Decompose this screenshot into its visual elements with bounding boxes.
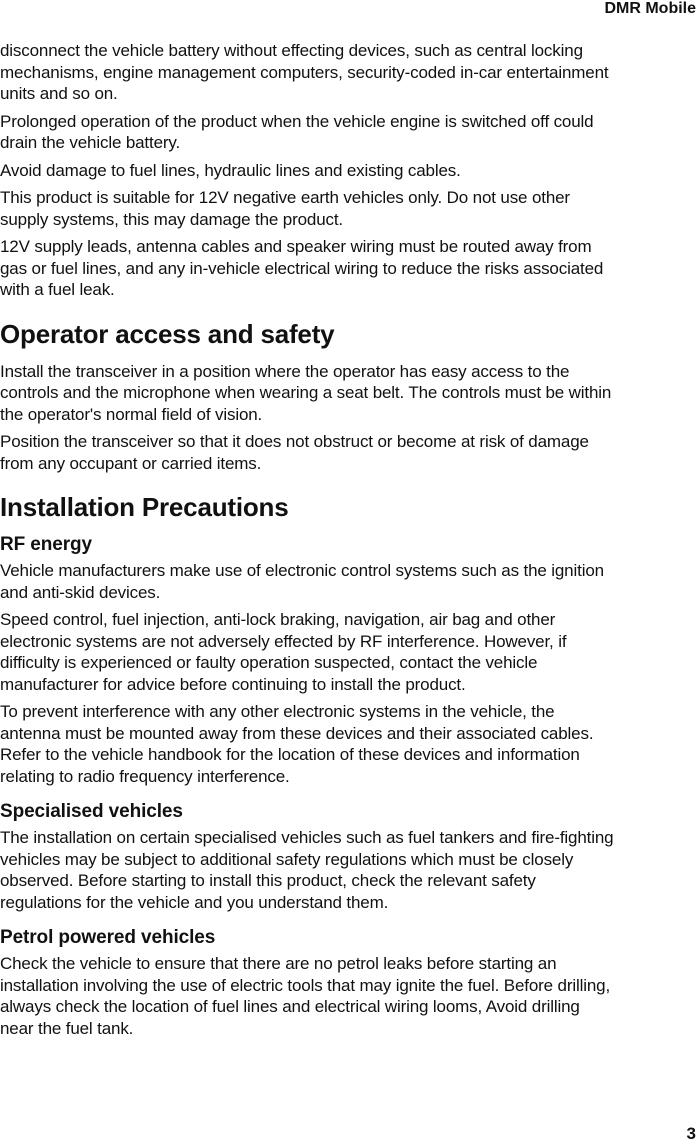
document-body: [0, 40, 696, 1045]
text-line: regulations for the vehicle and you understand them.: [0, 892, 389, 912]
text-line: installation involving the use of electric tools that may ignite the fuel. Before drilling,: [0, 975, 611, 995]
paragraph-petrol-leaks: [0, 953, 696, 1039]
text-line: from any occupant or carried items.: [0, 453, 262, 473]
paragraph-prevent-interference: [0, 701, 696, 787]
text-line: This product is suitable for 12V negative earth vehicles only. Do not use other: [0, 188, 570, 207]
text-line: always check the location of fuel lines and electrical wiring looms, Avoid drilling: [0, 997, 580, 1016]
text-line: and anti-skid devices.: [0, 582, 161, 602]
text-line: Avoid damage to fuel lines, hydraulic lines and existing cables.: [0, 160, 461, 180]
text-line: observed. Before starting to install this product, check the relevant safety: [0, 871, 536, 890]
paragraph-specialised-installation: [0, 827, 696, 913]
paragraph-supply-leads: [0, 236, 696, 301]
text-line: drain the vehicle battery.: [0, 133, 181, 152]
heading-petrol-powered-vehicles: Petrol powered vehicles: [0, 927, 216, 948]
heading-operator-access: Operator access and safety: [0, 318, 335, 349]
text-line: units and so on.: [0, 84, 118, 103]
paragraph-position-obstruct: [0, 431, 696, 474]
text-line: Position the transceiver so that it does not obstruct or become at risk of damage: [0, 432, 589, 451]
text-line: difficulty is experienced or faulty operation suspected, contact the vehicle: [0, 653, 538, 672]
text-line: 12V supply leads, antenna cables and speaker wiring must be routed away from: [0, 237, 592, 256]
text-line: relating to radio frequency interference.: [0, 766, 290, 786]
text-line: Refer to the vehicle handbook for the location of these devices and information: [0, 745, 580, 764]
text-line: mechanisms, engine management computers, security-coded in-car entertainment: [0, 62, 609, 82]
text-line: gas or fuel lines, and any in-vehicle electrical wiring to reduce the risks associated: [0, 258, 604, 278]
text-line: supply systems, this may damage the product.: [0, 209, 344, 229]
text-line: electronic systems are not adversely effected by RF interference. However, if: [0, 631, 567, 651]
text-line: Check the vehicle to ensure that there are no petrol leaks before starting an: [0, 954, 557, 973]
paragraph-prolonged-operation: [0, 111, 696, 154]
text-line: The installation on certain specialised vehicles such as fuel tankers and fire-fighting: [0, 828, 614, 847]
text-line: antenna must be mounted away from these devices and their associated cables.: [0, 723, 594, 743]
paragraph-12v-only: [0, 187, 696, 230]
page-number: 3: [686, 1124, 696, 1143]
text-line: Prolonged operation of the product when the vehicle engine is switched off could: [0, 111, 594, 131]
text-line: manufacturer for advice before continuing to install the product.: [0, 674, 466, 694]
text-line: Install the transceiver in a position where the operator has easy access to the: [0, 361, 570, 381]
text-line: To prevent interference with any other electronic systems in the vehicle, the: [0, 702, 555, 721]
text-line: near the fuel tank.: [0, 1018, 134, 1038]
heading-rf-energy: RF energy: [0, 534, 93, 555]
paragraph-vehicle-manufacturers: [0, 560, 696, 603]
text-line: Speed control, fuel injection, anti-lock braking, navigation, air bag and other: [0, 610, 556, 629]
paragraph-speed-control: [0, 609, 696, 695]
heading-installation-precautions: Installation Precautions: [0, 492, 289, 522]
text-line: disconnect the vehicle battery without effecting devices, such as central locking: [0, 41, 583, 60]
paragraph-battery-disconnect: [0, 40, 696, 105]
text-line: controls and the microphone when wearing a seat belt. The controls must be within: [0, 383, 612, 402]
paragraph-avoid-damage: [0, 160, 696, 182]
paragraph-install-position: [0, 361, 696, 426]
text-line: vehicles may be subject to additional safety regulations which must be closely: [0, 849, 574, 869]
text-line: Vehicle manufacturers make use of electronic control systems such as the ignition: [0, 561, 604, 580]
text-line: the operator's normal field of vision.: [0, 404, 263, 424]
heading-specialised-vehicles: Specialised vehicles: [0, 801, 183, 822]
running-header: DMR Mobile: [604, 0, 696, 17]
text-line: with a fuel leak.: [0, 280, 115, 299]
